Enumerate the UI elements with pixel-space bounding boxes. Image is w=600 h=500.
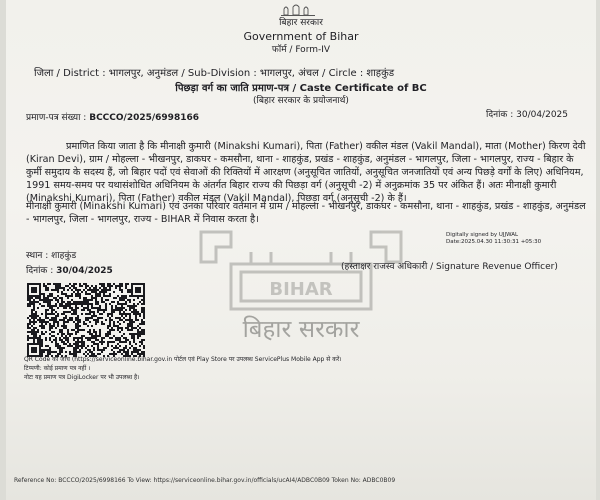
certificate-date bbox=[486, 110, 568, 120]
government-title: Government of Bihar bbox=[243, 30, 359, 43]
verify-note: QR Code को जाँच (https://serviceonline.bihar.gov.in पोर्टल एवं Play Store पर उपलब्ध ServicePlus Mobile App से करें। bbox=[24, 356, 342, 363]
usage-note: (बिहार सरकार के प्रयोजनार्थ) bbox=[253, 96, 349, 106]
certificate-title: पिछड़ा वर्ग का जाति प्रमाण-पत्र / Caste Certificate of BC bbox=[175, 83, 427, 94]
certificate-date-label: दिनांक : bbox=[486, 110, 514, 120]
place-label: स्थान : bbox=[26, 251, 49, 261]
reference-footer: Reference No: BCCCO/2025/6998166 To View: https://serviceonline.bihar.gov.in/officials/ucAI4/ADBC0B09 Token No: ADBC0B09 bbox=[14, 477, 396, 484]
certificate-date-value: 30/04/2025 bbox=[516, 110, 568, 120]
remark-note: टिप्पणी: कोई प्रमाण पत्र नहीं । bbox=[24, 365, 91, 372]
bihar-logo-watermark-icon bbox=[191, 222, 411, 352]
issue-date-label: दिनांक : bbox=[26, 266, 54, 276]
certificate-sheet bbox=[6, 0, 596, 500]
state-name-hindi: बिहार सरकार bbox=[279, 18, 323, 28]
digilocker-note: नोटः यह प्रमाण पत्र DigiLocker पर भी उपलब्ध है। bbox=[24, 374, 140, 381]
digital-signature-line1: Digitally signed by UJJWAL bbox=[446, 232, 519, 238]
form-number: फॉर्म / Form-IV bbox=[271, 45, 331, 55]
certificate-paragraph: प्रमाणित किया जाता है कि मीनाक्षी कुमारी (Minakshi Kumari), पिता (Father) वकील मंडल (Vakil Mandal), माता (Mother) किरण देवी (Kiran Devi), ग्राम / मोहल्ला - भीखनपुर, डाकघर - कमसौना, थाना - शाहकुंड, प्रखंड - शाहकुंड, अनुमंडल - भागलपुर, जिला - भागलपुर, राज्य - बिहार के कुर्मी समुदाय के सदस्य हैं, जो बिहार पदों एवं सेवाओं की रिक्तियों में आरक्षण (अनुसूचित जातियों, अनुसूचित जनजातियों एवं अन्य पिछड़े वर्गों के लिए) अधिनियम, 1991 समय-समय पर यथासंशोधित अधिनियम के अंतर्गत बिहार राज्य की पिछड़ा वर्ग (अनुसूची -2) में अनुक्रमांक 35 पर अंकित हैं। अतः मीनाक्षी कुमारी (Minakshi Kumari), पिता (Father) वकील मंडल (Vakil Mandal), पिछड़ा वर्ग (अनुसूची -2) के हैं। bbox=[26, 141, 586, 204]
issue-date-field bbox=[26, 266, 113, 276]
certificate-number-value: BCCCO/2025/6998166 bbox=[89, 113, 199, 123]
digital-signature-line2: Date:2025.04.30 11:30:31 +05:30 bbox=[446, 239, 542, 245]
residence-paragraph: मीनाक्षी कुमारी (Minakshi Kumari) एवं उनका परिवार वर्तमान में ग्राम / मोहल्ला - भीखनपुर, डाकघर - कमसौना, थाना - शाहकुंड, प्रखंड - शाहकुंड, अनुमंडल - भागलपुर, जिला - भागलपुर, राज्य - BIHAR में निवास करता है। bbox=[26, 201, 586, 225]
officer-signature: (हस्ताक्षर राजस्व अधिकारी / Signature Revenue Officer) bbox=[341, 262, 558, 272]
place-field bbox=[26, 251, 76, 261]
state-emblem-icon bbox=[278, 3, 318, 17]
watermark-logo-text: BIHAR bbox=[269, 279, 333, 300]
place-value: शाहकुंड bbox=[51, 251, 77, 261]
issue-date-value: 30/04/2025 bbox=[56, 266, 113, 276]
qr-code-icon bbox=[27, 283, 145, 357]
location-line: जिला / District : भागलपुर, अनुमंडल / Sub-Division : भागलपुर, अंचल / Circle : शाहकुंड bbox=[34, 68, 395, 79]
certificate-number bbox=[26, 113, 199, 123]
watermark-label: बिहार सरकार bbox=[242, 315, 360, 343]
certificate-number-label: प्रमाण-पत्र संख्या : bbox=[26, 113, 87, 123]
